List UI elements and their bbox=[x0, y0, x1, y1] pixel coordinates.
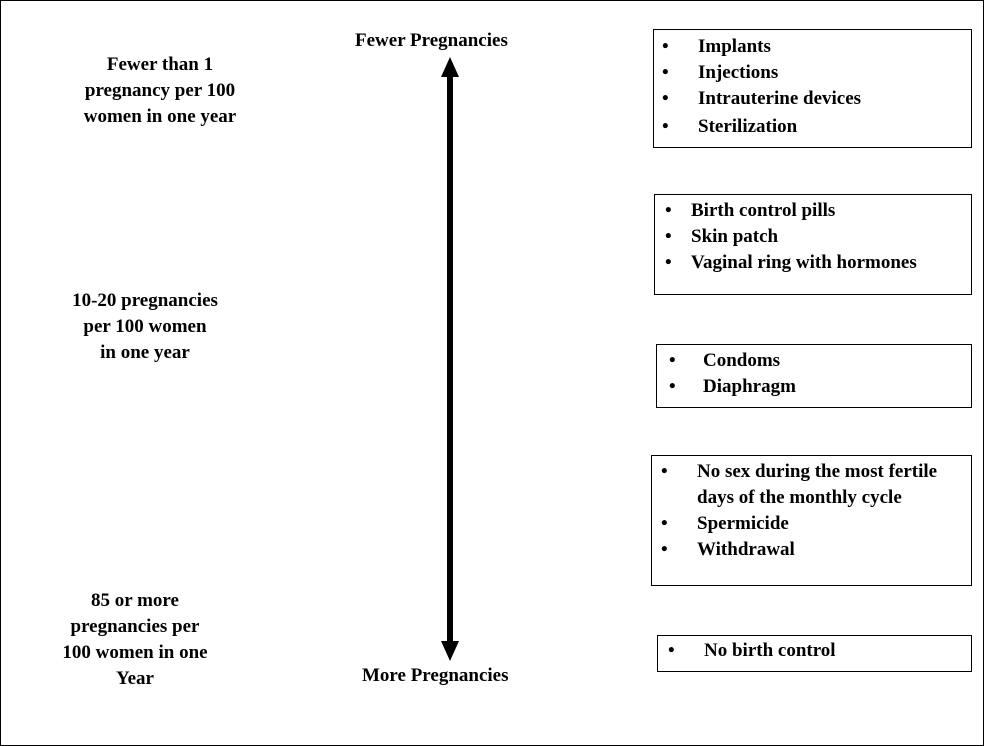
methods-box-most-effective bbox=[653, 29, 972, 148]
method-item: • No sex during the most fertile days of the monthly cycle bbox=[661, 461, 938, 508]
axis-bottom-label: More Pregnancies bbox=[362, 665, 509, 686]
rate-label-high: 85 or more pregnancies per 100 women in one Year bbox=[62, 590, 208, 689]
method-item: • Withdrawal bbox=[661, 539, 795, 560]
method-item: • Intrauterine devices bbox=[662, 88, 862, 109]
methods-box-least-effective bbox=[651, 455, 972, 586]
method-item: • Diaphragm bbox=[669, 376, 796, 397]
methods-box-none bbox=[657, 635, 972, 672]
arrow-shaft bbox=[447, 75, 453, 645]
double-headed-arrow bbox=[430, 55, 470, 665]
methods-box-barrier bbox=[656, 344, 972, 408]
rate-label-medium: 10-20 pregnancies per 100 women in one year bbox=[72, 290, 218, 363]
method-item: • Sterilization bbox=[662, 116, 798, 137]
method-item: • Spermicide bbox=[661, 513, 789, 534]
axis-top-label: Fewer Pregnancies bbox=[355, 30, 508, 51]
methods-box-hormonal bbox=[654, 194, 972, 295]
rate-label-low: Fewer than 1 pregnancy per 100 women in one year bbox=[83, 54, 237, 127]
method-item: • Vaginal ring with hormones bbox=[665, 252, 917, 273]
method-item: • Birth control pills bbox=[665, 200, 836, 221]
method-item: • Implants bbox=[662, 36, 771, 57]
arrow-head-up bbox=[441, 57, 459, 77]
method-item: • Condoms bbox=[669, 350, 781, 371]
arrow-head-down bbox=[441, 641, 459, 661]
method-item: • Skin patch bbox=[665, 226, 779, 247]
method-item: • No birth control bbox=[668, 640, 836, 661]
method-item: • Injections bbox=[662, 62, 779, 83]
